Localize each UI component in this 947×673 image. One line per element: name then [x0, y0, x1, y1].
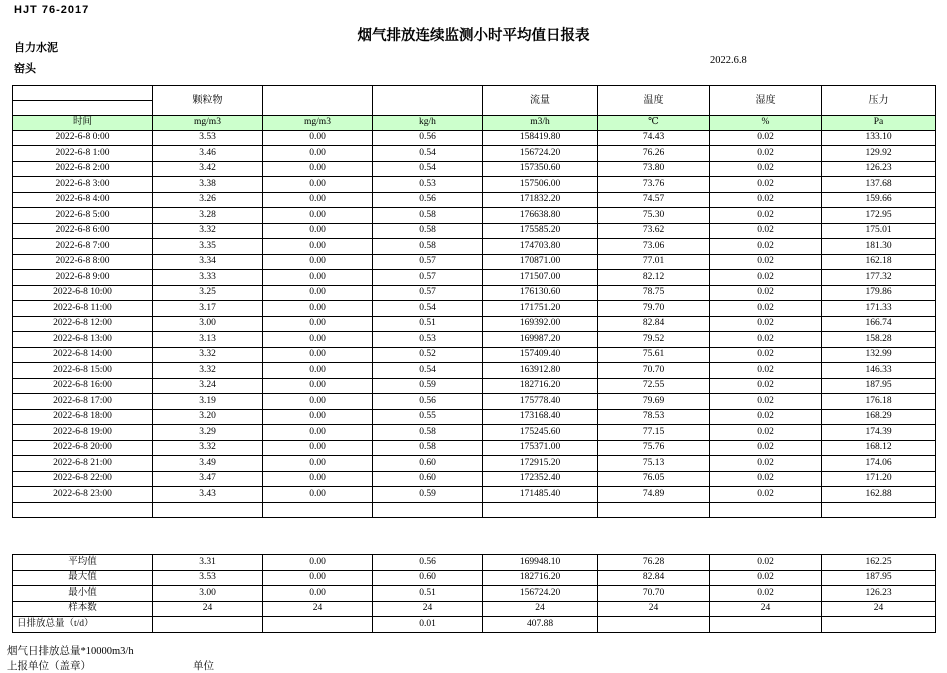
unit-cell: m3/h	[483, 116, 598, 131]
summary-label-cell: 平均值	[13, 555, 153, 571]
time-cell: 2022-6-8 17:00	[13, 394, 153, 410]
value-cell: 75.30	[598, 208, 710, 224]
value-cell: 3.43	[153, 487, 263, 503]
value-cell: 76.26	[598, 146, 710, 162]
value-cell: 3.49	[153, 456, 263, 472]
value-cell: 0.59	[373, 378, 483, 394]
blank-row-group	[13, 502, 936, 518]
value-cell: 0.00	[263, 192, 373, 208]
summary-value-cell: 0.02	[710, 586, 822, 602]
value-cell: 3.29	[153, 425, 263, 441]
value-cell: 168.12	[822, 440, 936, 456]
value-cell: 3.26	[153, 192, 263, 208]
value-cell: 0.02	[710, 409, 822, 425]
value-cell: 174703.80	[483, 239, 598, 255]
value-cell: 0.02	[710, 487, 822, 503]
value-cell: 0.02	[710, 161, 822, 177]
value-cell: 75.76	[598, 440, 710, 456]
value-cell: 169392.00	[483, 316, 598, 332]
time-cell: 2022-6-8 1:00	[13, 146, 153, 162]
value-cell: 0.00	[263, 285, 373, 301]
flow-total-note: 烟气日排放总量*10000m3/h	[7, 646, 134, 657]
summary-value-cell: 24	[263, 601, 373, 617]
value-cell: 0.57	[373, 254, 483, 270]
table-row	[13, 239, 936, 255]
param-header-3	[373, 86, 483, 116]
summary-value-cell: 182716.20	[483, 570, 598, 586]
value-cell: 0.00	[263, 363, 373, 379]
time-cell: 2022-6-8 4:00	[13, 192, 153, 208]
value-cell: 0.00	[263, 161, 373, 177]
summary-row	[13, 601, 936, 617]
value-cell: 78.53	[598, 409, 710, 425]
value-cell: 74.43	[598, 130, 710, 146]
value-cell: 175585.20	[483, 223, 598, 239]
table-row	[13, 409, 936, 425]
value-cell: 176.18	[822, 394, 936, 410]
time-cell: 2022-6-8 19:00	[13, 425, 153, 441]
value-cell: 0.00	[263, 301, 373, 317]
summary-value-cell	[153, 617, 263, 633]
value-cell: 163912.80	[483, 363, 598, 379]
table-row	[13, 440, 936, 456]
time-cell: 2022-6-8 13:00	[13, 332, 153, 348]
value-cell: 171507.00	[483, 270, 598, 286]
value-cell: 171751.20	[483, 301, 598, 317]
value-cell: 174.39	[822, 425, 936, 441]
value-cell: 79.52	[598, 332, 710, 348]
value-cell: 3.38	[153, 177, 263, 193]
value-cell: 0.00	[263, 425, 373, 441]
summary-value-cell	[710, 617, 822, 633]
monitoring-table	[12, 85, 936, 518]
value-cell: 3.20	[153, 409, 263, 425]
value-cell: 0.02	[710, 471, 822, 487]
value-cell: 0.00	[263, 471, 373, 487]
time-cell: 2022-6-8 16:00	[13, 378, 153, 394]
summary-value-cell: 0.60	[373, 570, 483, 586]
value-cell: 0.54	[373, 146, 483, 162]
report-date: 2022.6.8	[710, 55, 747, 66]
unit-cell: %	[710, 116, 822, 131]
table-row	[13, 254, 936, 270]
value-cell: 0.02	[710, 223, 822, 239]
value-cell: 133.10	[822, 130, 936, 146]
table-row	[13, 332, 936, 348]
value-cell: 82.12	[598, 270, 710, 286]
value-cell: 158419.80	[483, 130, 598, 146]
value-cell: 3.17	[153, 301, 263, 317]
value-cell: 175.01	[822, 223, 936, 239]
summary-value-cell	[263, 617, 373, 633]
table-row	[13, 471, 936, 487]
time-cell: 2022-6-8 20:00	[13, 440, 153, 456]
unit-label: 单位	[193, 661, 214, 672]
summary-value-cell: 0.00	[263, 586, 373, 602]
value-cell: 3.32	[153, 440, 263, 456]
summary-value-cell: 24	[710, 601, 822, 617]
value-cell: 158.28	[822, 332, 936, 348]
summary-value-cell: 407.88	[483, 617, 598, 633]
value-cell: 79.69	[598, 394, 710, 410]
summary-label-cell: 日排放总量（t/d）	[13, 617, 153, 633]
summary-value-cell	[822, 617, 936, 633]
value-cell: 3.25	[153, 285, 263, 301]
value-cell: 0.54	[373, 363, 483, 379]
value-cell: 0.57	[373, 285, 483, 301]
summary-value-cell: 24	[483, 601, 598, 617]
value-cell: 0.00	[263, 378, 373, 394]
time-cell: 2022-6-8 22:00	[13, 471, 153, 487]
value-cell: 0.00	[263, 146, 373, 162]
value-cell: 174.06	[822, 456, 936, 472]
summary-label-cell: 样本数	[13, 601, 153, 617]
time-header-cell: 时间	[13, 116, 153, 131]
summary-value-cell: 24	[153, 601, 263, 617]
summary-label-cell: 最大值	[13, 570, 153, 586]
summary-value-cell: 0.02	[710, 570, 822, 586]
time-cell: 2022-6-8 12:00	[13, 316, 153, 332]
value-cell: 3.35	[153, 239, 263, 255]
value-cell: 0.56	[373, 130, 483, 146]
value-cell: 0.02	[710, 332, 822, 348]
unit-cell: mg/m3	[153, 116, 263, 131]
value-cell: 156724.20	[483, 146, 598, 162]
time-cell: 2022-6-8 14:00	[13, 347, 153, 363]
summary-value-cell: 0.00	[263, 555, 373, 571]
value-cell: 137.68	[822, 177, 936, 193]
value-cell: 3.13	[153, 332, 263, 348]
value-cell: 82.84	[598, 316, 710, 332]
value-cell: 77.01	[598, 254, 710, 270]
time-cell: 2022-6-8 11:00	[13, 301, 153, 317]
value-cell: 132.99	[822, 347, 936, 363]
table-row	[13, 394, 936, 410]
value-cell: 162.18	[822, 254, 936, 270]
value-cell: 175371.00	[483, 440, 598, 456]
value-cell: 0.02	[710, 254, 822, 270]
value-cell: 0.56	[373, 394, 483, 410]
param-header-humidity: 湿度	[710, 86, 822, 116]
value-cell: 0.57	[373, 270, 483, 286]
summary-value-cell	[598, 617, 710, 633]
summary-value-cell: 70.70	[598, 586, 710, 602]
value-cell: 166.74	[822, 316, 936, 332]
summary-value-cell: 126.23	[822, 586, 936, 602]
table-row	[13, 192, 936, 208]
value-cell: 3.53	[153, 130, 263, 146]
value-cell: 0.02	[710, 285, 822, 301]
value-cell: 170871.00	[483, 254, 598, 270]
value-cell: 3.33	[153, 270, 263, 286]
table-row	[13, 456, 936, 472]
table-row	[13, 177, 936, 193]
value-cell: 70.70	[598, 363, 710, 379]
time-cell: 2022-6-8 18:00	[13, 409, 153, 425]
page-title: 烟气排放连续监测小时平均值日报表	[357, 28, 590, 44]
value-cell: 0.02	[710, 270, 822, 286]
value-cell: 74.57	[598, 192, 710, 208]
value-cell: 172915.20	[483, 456, 598, 472]
value-cell: 0.56	[373, 192, 483, 208]
value-cell: 0.58	[373, 425, 483, 441]
value-cell: 3.19	[153, 394, 263, 410]
company-name: 自力水泥	[14, 42, 58, 54]
time-cell: 2022-6-8 23:00	[13, 487, 153, 503]
unit-cell: mg/m3	[263, 116, 373, 131]
time-cell: 2022-6-8 2:00	[13, 161, 153, 177]
summary-value-cell: 3.31	[153, 555, 263, 571]
value-cell: 0.00	[263, 394, 373, 410]
time-cell: 2022-6-8 3:00	[13, 177, 153, 193]
value-cell: 168.29	[822, 409, 936, 425]
table-row	[13, 161, 936, 177]
value-cell: 0.00	[263, 332, 373, 348]
data-rows	[13, 130, 936, 502]
value-cell: 171.33	[822, 301, 936, 317]
time-cell: 2022-6-8 6:00	[13, 223, 153, 239]
value-cell: 75.61	[598, 347, 710, 363]
value-cell: 171485.40	[483, 487, 598, 503]
value-cell: 0.02	[710, 177, 822, 193]
value-cell: 157506.00	[483, 177, 598, 193]
summary-value-cell: 0.56	[373, 555, 483, 571]
value-cell: 0.02	[710, 146, 822, 162]
table-row	[13, 363, 936, 379]
value-cell: 175778.40	[483, 394, 598, 410]
summary-value-cell: 24	[822, 601, 936, 617]
value-cell: 171.20	[822, 471, 936, 487]
value-cell: 0.02	[710, 456, 822, 472]
summary-row	[13, 570, 936, 586]
table-row	[13, 285, 936, 301]
value-cell: 0.02	[710, 239, 822, 255]
value-cell: 0.00	[263, 456, 373, 472]
value-cell: 78.75	[598, 285, 710, 301]
value-cell: 0.02	[710, 440, 822, 456]
value-cell: 0.00	[263, 316, 373, 332]
time-cell: 2022-6-8 21:00	[13, 456, 153, 472]
value-cell: 73.80	[598, 161, 710, 177]
value-cell: 0.02	[710, 192, 822, 208]
summary-value-cell: 3.00	[153, 586, 263, 602]
value-cell: 0.59	[373, 487, 483, 503]
value-cell: 0.00	[263, 254, 373, 270]
value-cell: 129.92	[822, 146, 936, 162]
value-cell: 3.32	[153, 347, 263, 363]
value-cell: 0.51	[373, 316, 483, 332]
value-cell: 157350.60	[483, 161, 598, 177]
summary-rows	[13, 555, 936, 633]
param-header-pressure: 压力	[822, 86, 936, 116]
summary-row	[13, 617, 936, 633]
time-cell: 2022-6-8 9:00	[13, 270, 153, 286]
summary-value-cell: 0.51	[373, 586, 483, 602]
summary-value-cell: 24	[598, 601, 710, 617]
value-cell: 162.88	[822, 487, 936, 503]
table-row	[13, 223, 936, 239]
summary-value-cell: 82.84	[598, 570, 710, 586]
value-cell: 0.00	[263, 487, 373, 503]
value-cell: 73.06	[598, 239, 710, 255]
value-cell: 0.02	[710, 394, 822, 410]
time-cell: 2022-6-8 5:00	[13, 208, 153, 224]
summary-value-cell: 0.01	[373, 617, 483, 633]
value-cell: 0.02	[710, 316, 822, 332]
value-cell: 179.86	[822, 285, 936, 301]
value-cell: 157409.40	[483, 347, 598, 363]
value-cell: 175245.60	[483, 425, 598, 441]
time-cell: 2022-6-8 15:00	[13, 363, 153, 379]
value-cell: 173168.40	[483, 409, 598, 425]
value-cell: 0.00	[263, 130, 373, 146]
table-row	[13, 487, 936, 503]
time-cell: 2022-6-8 8:00	[13, 254, 153, 270]
value-cell: 0.00	[263, 440, 373, 456]
value-cell: 3.32	[153, 223, 263, 239]
table-row	[13, 301, 936, 317]
summary-value-cell: 0.02	[710, 555, 822, 571]
value-cell: 0.58	[373, 239, 483, 255]
value-cell: 176130.60	[483, 285, 598, 301]
value-cell: 73.76	[598, 177, 710, 193]
value-cell: 0.53	[373, 332, 483, 348]
monitoring-point: 窑头	[14, 63, 36, 75]
value-cell: 159.66	[822, 192, 936, 208]
summary-row	[13, 555, 936, 571]
value-cell: 3.46	[153, 146, 263, 162]
table-row	[13, 146, 936, 162]
summary-value-cell: 3.53	[153, 570, 263, 586]
value-cell: 0.60	[373, 471, 483, 487]
value-cell: 181.30	[822, 239, 936, 255]
time-cell: 2022-6-8 0:00	[13, 130, 153, 146]
value-cell: 0.58	[373, 440, 483, 456]
value-cell: 3.00	[153, 316, 263, 332]
blank-row	[13, 502, 936, 518]
value-cell: 126.23	[822, 161, 936, 177]
value-cell: 77.15	[598, 425, 710, 441]
doc-code: HJT 76-2017	[14, 4, 90, 16]
value-cell: 172.95	[822, 208, 936, 224]
value-cell: 0.02	[710, 363, 822, 379]
value-cell: 182716.20	[483, 378, 598, 394]
unit-cell: Pa	[822, 116, 936, 131]
header-spacer-cell	[13, 101, 153, 116]
value-cell: 0.58	[373, 208, 483, 224]
value-cell: 0.00	[263, 409, 373, 425]
table-row	[13, 347, 936, 363]
value-cell: 72.55	[598, 378, 710, 394]
value-cell: 0.02	[710, 130, 822, 146]
value-cell: 3.28	[153, 208, 263, 224]
value-cell: 0.00	[263, 347, 373, 363]
value-cell: 0.02	[710, 208, 822, 224]
table-row	[13, 425, 936, 441]
value-cell: 3.34	[153, 254, 263, 270]
value-cell: 0.00	[263, 223, 373, 239]
value-cell: 0.52	[373, 347, 483, 363]
table-row	[13, 378, 936, 394]
summary-value-cell: 0.00	[263, 570, 373, 586]
value-cell: 73.62	[598, 223, 710, 239]
summary-value-cell: 169948.10	[483, 555, 598, 571]
summary-label-cell: 最小值	[13, 586, 153, 602]
value-cell: 0.53	[373, 177, 483, 193]
param-header-flow: 流量	[483, 86, 598, 116]
value-cell: 176638.80	[483, 208, 598, 224]
summary-value-cell: 156724.20	[483, 586, 598, 602]
param-header-pm: 颗粒物	[153, 86, 263, 116]
unit-row	[13, 116, 936, 131]
value-cell: 171832.20	[483, 192, 598, 208]
value-cell: 0.58	[373, 223, 483, 239]
summary-value-cell: 162.25	[822, 555, 936, 571]
summary-value-cell: 187.95	[822, 570, 936, 586]
value-cell: 3.32	[153, 363, 263, 379]
value-cell: 0.54	[373, 161, 483, 177]
value-cell: 3.47	[153, 471, 263, 487]
time-cell: 2022-6-8 10:00	[13, 285, 153, 301]
value-cell: 0.02	[710, 301, 822, 317]
value-cell: 0.54	[373, 301, 483, 317]
summary-table	[12, 554, 936, 633]
value-cell: 0.00	[263, 208, 373, 224]
time-cell: 2022-6-8 7:00	[13, 239, 153, 255]
value-cell: 0.02	[710, 378, 822, 394]
unit-cell: ℃	[598, 116, 710, 131]
value-cell: 0.00	[263, 177, 373, 193]
report-unit-label: 上报单位（盖章）	[7, 661, 91, 672]
value-cell: 75.13	[598, 456, 710, 472]
value-cell: 79.70	[598, 301, 710, 317]
value-cell: 177.32	[822, 270, 936, 286]
value-cell: 0.00	[263, 239, 373, 255]
value-cell: 76.05	[598, 471, 710, 487]
value-cell: 0.02	[710, 347, 822, 363]
value-cell: 187.95	[822, 378, 936, 394]
value-cell: 74.89	[598, 487, 710, 503]
value-cell: 3.42	[153, 161, 263, 177]
param-header-row	[13, 86, 936, 101]
param-header-2	[263, 86, 373, 116]
value-cell: 146.33	[822, 363, 936, 379]
value-cell: 0.02	[710, 425, 822, 441]
value-cell: 3.24	[153, 378, 263, 394]
table-row	[13, 316, 936, 332]
table-row	[13, 130, 936, 146]
summary-value-cell: 76.28	[598, 555, 710, 571]
summary-row	[13, 586, 936, 602]
table-row	[13, 270, 936, 286]
value-cell: 169987.20	[483, 332, 598, 348]
summary-value-cell: 24	[373, 601, 483, 617]
value-cell: 172352.40	[483, 471, 598, 487]
value-cell: 0.55	[373, 409, 483, 425]
unit-cell: kg/h	[373, 116, 483, 131]
value-cell: 0.60	[373, 456, 483, 472]
table-row	[13, 208, 936, 224]
param-header-temperature: 温度	[598, 86, 710, 116]
header-spacer-cell	[13, 86, 153, 101]
value-cell: 0.00	[263, 270, 373, 286]
